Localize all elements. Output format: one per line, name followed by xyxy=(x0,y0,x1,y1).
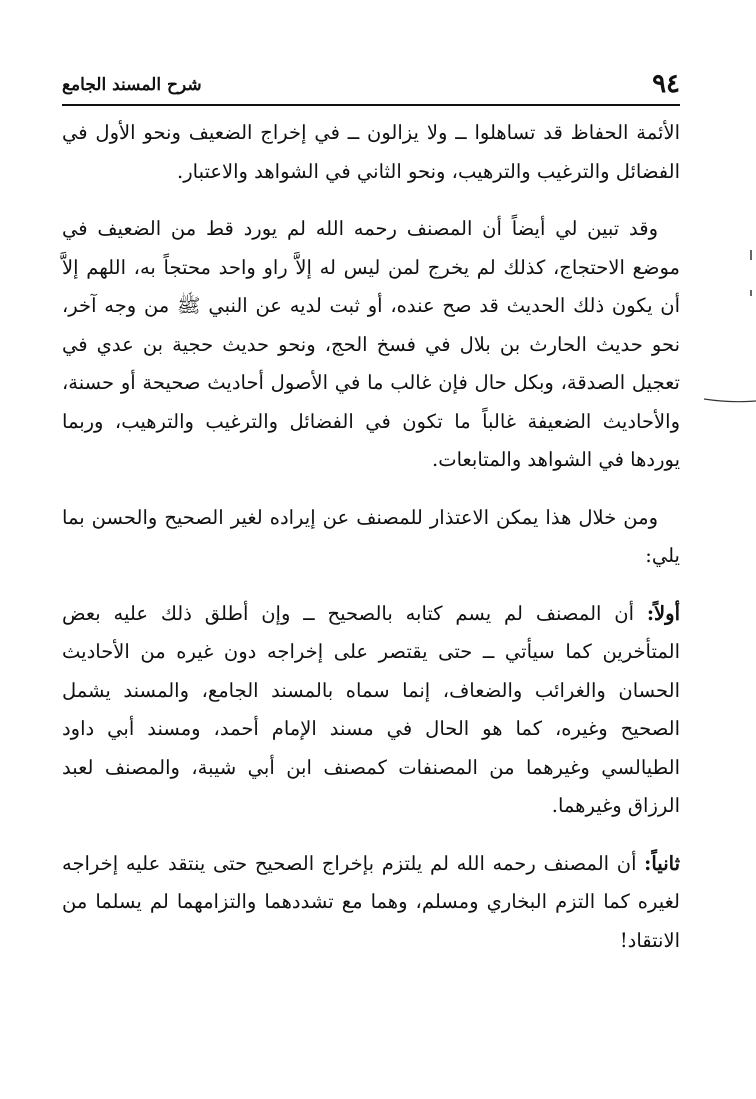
header-divider xyxy=(62,104,680,106)
paragraph-first-point xyxy=(62,595,680,826)
paragraph-text: أن المصنف لم يسم كتابه بالصحيح ــ وإن أطلق ذلك عليه بعض المتأخرين كما سيأتي ــ حتى يقتصر على إخراجه دون غيره من الأحاديث الحسان والغرائب والضعاف، إنما سماه بالمسند الجامع، والمسند يشمل الصحيح وغيره، كما هو الحال في مسند الإمام أحمد، ومسند أبي داود الطيالسي وغيرهما من المصنفات كمصنف ابن أبي شيبة، والمصنف لعبد الرزاق وغيرهما. xyxy=(62,601,680,817)
paragraph-text: ومن خلال هذا يمكن الاعتذار للمصنف عن إيراده لغير الصحيح والحسن بما يلي: xyxy=(62,505,680,567)
paragraph-text: أن المصنف رحمه الله لم يلتزم بإخراج الصحيح حتى ينتقد عليه إخراجه لغيره كما التزم البخاري ومسلم، وهما مع تشددهما والتزامهما لم يسلما من الانتقاد! xyxy=(62,851,680,952)
running-title: شرح المسند الجامع xyxy=(62,75,202,95)
margin-scan-mark xyxy=(704,398,756,404)
paragraph-text: الأئمة الحفاظ قد تساهلوا ــ ولا يزالون ــ في إخراج الضعيف ونحو الأول في الفضائل والترغيب والترهيب، ونحو الثاني في الشواهد والاعتبار. xyxy=(62,121,680,183)
paragraph-second-point xyxy=(62,845,680,961)
edge-scan-tick xyxy=(750,250,752,260)
point-lead-first: أولاً: xyxy=(646,601,680,625)
page-number: ٩٤ xyxy=(652,69,680,99)
paragraph-excuse-intro xyxy=(62,499,680,576)
edge-scan-tick xyxy=(750,290,752,296)
paragraph-author-method xyxy=(62,210,680,480)
point-lead-second: ثانياً: xyxy=(644,851,680,875)
page-body xyxy=(62,114,680,979)
paragraph-continuation xyxy=(62,114,680,191)
page-header xyxy=(62,66,680,102)
paragraph-text: وقد تبين لي أيضاً أن المصنف رحمه الله لم يورد قط من الضعيف في موضع الاحتجاج، كذلك لم يخرج لمن ليس له إلاَّ راو واحد محتجاً به، اللهم إلاَّ أن يكون ذلك الحديث قد صح عنده، أو ثبت لديه عن النبي ﷺ من وجه آخر، نحو حديث الحارث بن بلال في فسخ الحج، ونحو حديث حجية بن عدي في تعجيل الصدقة، وبكل حال فإن غالب ما في الأصول أحاديث صحيحة أو حسنة، والأحاديث الضعيفة غالباً ما تكون في الفضائل والترغيب والترهيب، وربما يوردها في الشواهد والمتابعات. xyxy=(62,217,680,471)
